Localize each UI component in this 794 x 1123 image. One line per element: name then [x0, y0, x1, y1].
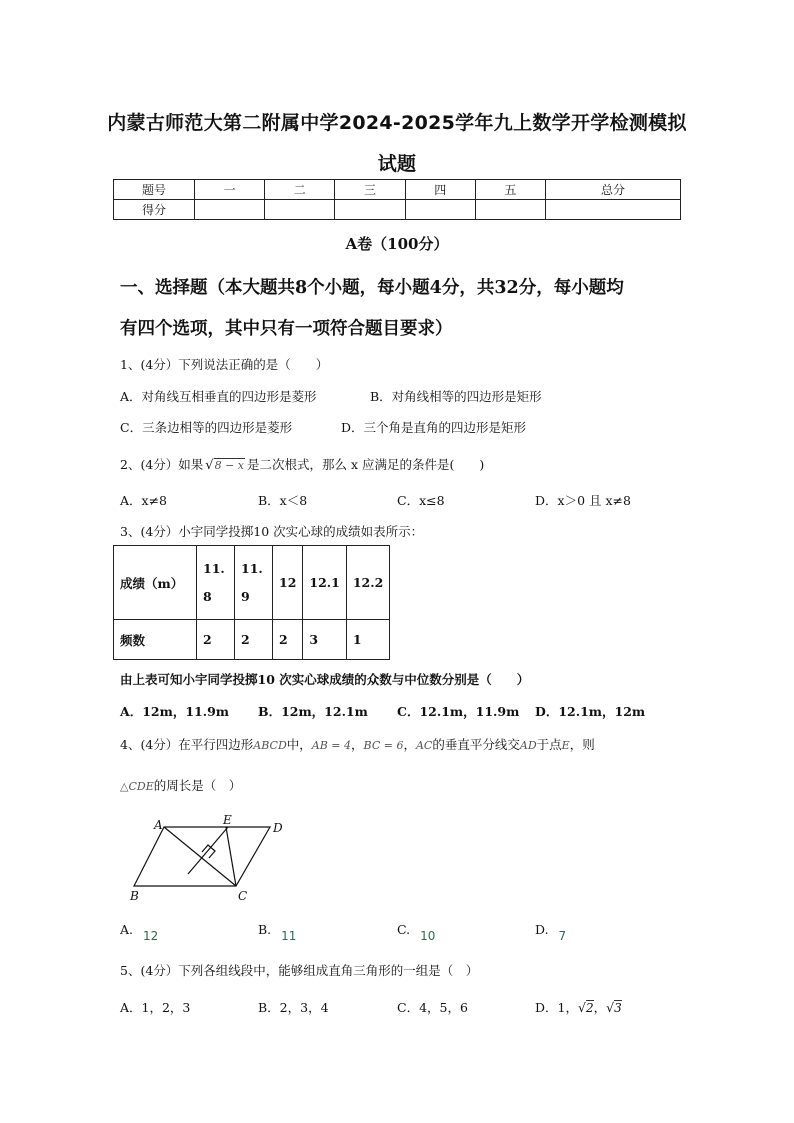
score-header-cell: 五 [475, 180, 545, 200]
q4-cde: △CDE [120, 780, 154, 793]
q1-stem: 1、(4分）下列说法正确的是（ ） [120, 357, 329, 372]
q4-ab: AB = 4 [311, 739, 352, 752]
fig-label-b: B [130, 889, 139, 903]
score-cell[interactable] [405, 200, 475, 220]
q4-option-d-label: D. [535, 922, 549, 937]
q3-row1-cell: 12.2 [346, 546, 389, 620]
score-cell[interactable] [335, 200, 405, 220]
score-table-header-row [114, 180, 681, 200]
q5-option-d[interactable] [535, 998, 622, 1016]
q2-radicand: 8 − x [214, 459, 245, 472]
q4-ac: AC [415, 739, 433, 752]
part1-heading-line2: 有四个选项，其中只有一项符合题目要求） [120, 319, 453, 339]
q4-option-d-value: 7 [558, 929, 567, 943]
q4-option-b-label: B. [258, 922, 272, 937]
score-cell[interactable] [265, 200, 335, 220]
q3-row2-cell: 1 [346, 620, 389, 660]
q1-option-a[interactable]: A．对角线互相垂直的四边形是菱形 [120, 389, 317, 404]
q5-option-d-pre: D．1， [535, 1000, 578, 1015]
q3-row2-cell: 3 [303, 620, 346, 660]
q3-row2-label: 频数 [114, 620, 197, 660]
q4-option-d[interactable] [535, 922, 567, 943]
q3-question: 由上表可知小宇同学投掷10 次实心球成绩的众数与中位数分别是（ ） [120, 672, 530, 687]
q5-stem: 5、(4分）下列各组线段中，能够组成直角三角形的一组是（ ） [120, 963, 479, 978]
q3-row2-cell: 2 [197, 620, 235, 660]
q4-bc: BC = 6 [363, 739, 404, 752]
score-header-cell: 一 [195, 180, 265, 200]
score-table [113, 179, 681, 220]
q5-option-c[interactable]: C．4，5，6 [397, 1000, 468, 1015]
q3-option-b[interactable]: B．12m，12.1m [258, 704, 368, 719]
sqrt-icon: √ [606, 1000, 615, 1015]
q3-row1-cell: 12.1 [303, 546, 346, 620]
q4-option-c-label: C. [397, 922, 411, 937]
score-header-cell: 三 [335, 180, 405, 200]
q4-stem-pre: 4、(4分）在平行四边形 [120, 737, 254, 752]
q3-row1-cell: 11. 8 [197, 546, 235, 620]
q3-table-row-score [114, 546, 390, 620]
q4-option-b[interactable] [258, 922, 297, 943]
section-a-heading: A卷（100分） [345, 235, 449, 253]
page-title-line1: 内蒙古师范大第二附属中学2024-2025学年九上数学开学检测模拟 [107, 112, 687, 134]
page-title-line2: 试题 [377, 153, 417, 175]
score-cell[interactable] [546, 200, 681, 220]
score-header-cell: 四 [405, 180, 475, 200]
q2-stem [120, 455, 484, 473]
q4-option-c-value: 10 [420, 929, 436, 943]
segment-ec [226, 827, 236, 886]
q4-end: ，则 [569, 737, 595, 752]
q4-comma1: ， [351, 737, 364, 752]
q3-row1-cell: 11. 9 [235, 546, 273, 620]
q3-option-a[interactable]: A．12m，11.9m [120, 704, 229, 719]
q5-option-d-radicand2: 3 [614, 1001, 622, 1015]
part1-heading-line1: 一、选择题（本大题共8个小题，每小题4分，共32分，每小题均 [120, 278, 624, 298]
score-header-cell: 二 [265, 180, 335, 200]
fig-label-d: D [273, 821, 283, 835]
score-cell[interactable] [195, 200, 265, 220]
score-header-cell: 题号 [114, 180, 195, 200]
q1-option-d[interactable]: D．三个角是直角的四边形是矩形 [341, 420, 527, 435]
q4-stem-line2 [120, 776, 241, 794]
q4-option-c[interactable] [397, 922, 436, 943]
q4-comma2: ， [403, 737, 416, 752]
sqrt-icon: √ [205, 458, 214, 473]
q5-option-d-radicand1: 2 [585, 1001, 594, 1015]
q3-row1-label: 成绩（m） [114, 546, 197, 620]
q4-mid2: 的垂直平分线交 [432, 737, 520, 752]
diagonal-ac [164, 827, 236, 886]
q4-option-a[interactable] [120, 922, 159, 943]
q5-option-d-sep: ， [593, 1000, 607, 1015]
q3-option-d[interactable]: D．12.1m，12m [535, 704, 646, 719]
q2-option-b[interactable]: B．x＜8 [258, 493, 308, 508]
q4-parallelogram-figure [120, 812, 300, 904]
q4-option-a-value: 12 [143, 929, 159, 943]
q4-ad: AD [519, 739, 537, 752]
q3-table-row-freq [114, 620, 390, 660]
score-row-label: 得分 [114, 200, 195, 220]
q4-e: E [561, 739, 570, 752]
q2-stem-pre: 2、(4分）如果 [120, 457, 204, 472]
score-cell[interactable] [475, 200, 545, 220]
q4-line2-post: 的周长是（ ） [153, 778, 242, 793]
q4-option-b-value: 11 [281, 929, 297, 943]
q3-row1-cell: 12 [273, 546, 303, 620]
q5-option-a[interactable]: A．1，2，3 [120, 1000, 191, 1015]
fig-label-c: C [238, 889, 248, 903]
perpendicular-bisector [188, 827, 228, 874]
q2-option-c[interactable]: C．x≤8 [397, 493, 445, 508]
sqrt-icon: √ [577, 1000, 586, 1015]
q2-option-d[interactable]: D．x＞0 且 x≠8 [535, 493, 631, 508]
q1-option-c[interactable]: C．三条边相等的四边形是菱形 [120, 420, 293, 435]
q3-stem: 3、(4分）小宇同学投掷10 次实心球的成绩如表所示： [120, 524, 424, 539]
q3-row2-cell: 2 [235, 620, 273, 660]
score-table-score-row [114, 200, 681, 220]
q4-abcd: ABCD [253, 739, 287, 752]
q1-option-b[interactable]: B．对角线相等的四边形是矩形 [370, 389, 542, 404]
q4-mid3: 于点 [536, 737, 562, 752]
q2-stem-post: 是二次根式，那么 x 应满足的条件是( ) [247, 457, 485, 472]
q4-stem [120, 735, 595, 753]
q5-option-b[interactable]: B．2，3，4 [258, 1000, 329, 1015]
q4-option-a-label: A. [120, 922, 134, 937]
q3-row2-cell: 2 [273, 620, 303, 660]
q2-option-a[interactable]: A．x≠8 [120, 493, 168, 508]
parallelogram-abcd [134, 827, 270, 886]
fig-label-a: A [154, 818, 163, 832]
fig-label-e: E [223, 813, 232, 827]
q3-option-c[interactable]: C．12.1m，11.9m [397, 704, 520, 719]
score-header-cell: 总分 [546, 180, 681, 200]
q4-mid1: 中， [286, 737, 312, 752]
q3-data-table [113, 545, 390, 660]
q2-sqrt [205, 457, 245, 473]
